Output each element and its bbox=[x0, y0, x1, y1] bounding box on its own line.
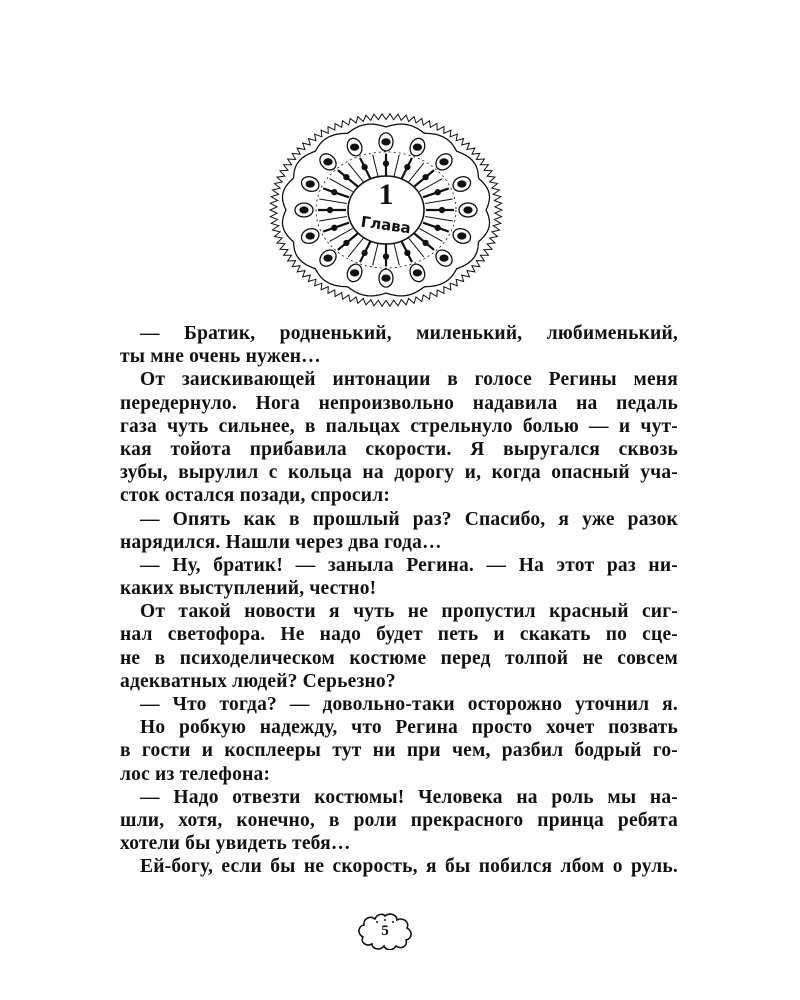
text-line: каких выступлений, честно! bbox=[120, 578, 377, 600]
text-line: в гости и косплееры тут ни при чем, разбил бодрый го- bbox=[120, 740, 678, 762]
text-line: — Братик, родненький, миленький, любименький, bbox=[140, 323, 678, 344]
text-line: шли, хотя, конечно, в роли прекрасного принца ребята bbox=[120, 809, 678, 831]
text-line: — Ну, братик! — заныла Регина. — На этот раз ни- bbox=[140, 554, 678, 576]
text-line: хотели бы увидеть тебя… bbox=[120, 833, 351, 855]
text-line: — Надо отвезти костюмы! Человека на роль мы на- bbox=[140, 786, 678, 808]
chapter-label: Глава bbox=[359, 212, 413, 238]
text-line: — Опять как в прошлый раз? Спасибо, я уже разок bbox=[140, 508, 678, 530]
chapter-body-text bbox=[120, 322, 678, 879]
text-line: газа чуть сильнее, в пальцах стрельнуло болью — и чут- bbox=[120, 415, 678, 437]
text-line: ты мне очень нужен… bbox=[120, 346, 321, 368]
text-line: передернуло. Нога непроизвольно надавила на педаль bbox=[120, 392, 678, 414]
text-line: От такой новости я чуть не пропустил красный сиг- bbox=[140, 601, 678, 623]
text-line: лос из телефона: bbox=[120, 763, 271, 785]
page-number: 5 bbox=[381, 922, 389, 939]
text-line: Ей-богу, если бы не скорость, я бы побился лбом о руль. bbox=[140, 856, 678, 878]
text-line: зубы, вырулил с кольца на дорогу и, когда опасный уча- bbox=[120, 462, 678, 484]
text-line: — Что тогда? — довольно-таки осторожно уточнил я. bbox=[140, 694, 678, 715]
text-line: От заискивающей интонации в голосе Регины меня bbox=[140, 369, 678, 391]
chapter-mandala-ornament bbox=[268, 112, 504, 308]
text-line: сток остался позади, спросил: bbox=[120, 485, 391, 507]
text-line: адекватных людей? Серьезно? bbox=[120, 670, 396, 692]
page-number-badge bbox=[357, 912, 413, 950]
chapter-number: 1 bbox=[378, 178, 394, 211]
text-line: не в психоделическом костюме перед толпой не совсем bbox=[120, 647, 678, 669]
text-line: Но робкую надежду, что Регина просто хочет позвать bbox=[140, 717, 678, 739]
text-line: нал светофора. Не надо будет петь и скакать по сце- bbox=[120, 624, 678, 646]
text-line: кая тойота прибавила скорости. Я выругался сквозь bbox=[120, 438, 678, 460]
text-line: нарядился. Нашли через два года… bbox=[120, 531, 442, 553]
